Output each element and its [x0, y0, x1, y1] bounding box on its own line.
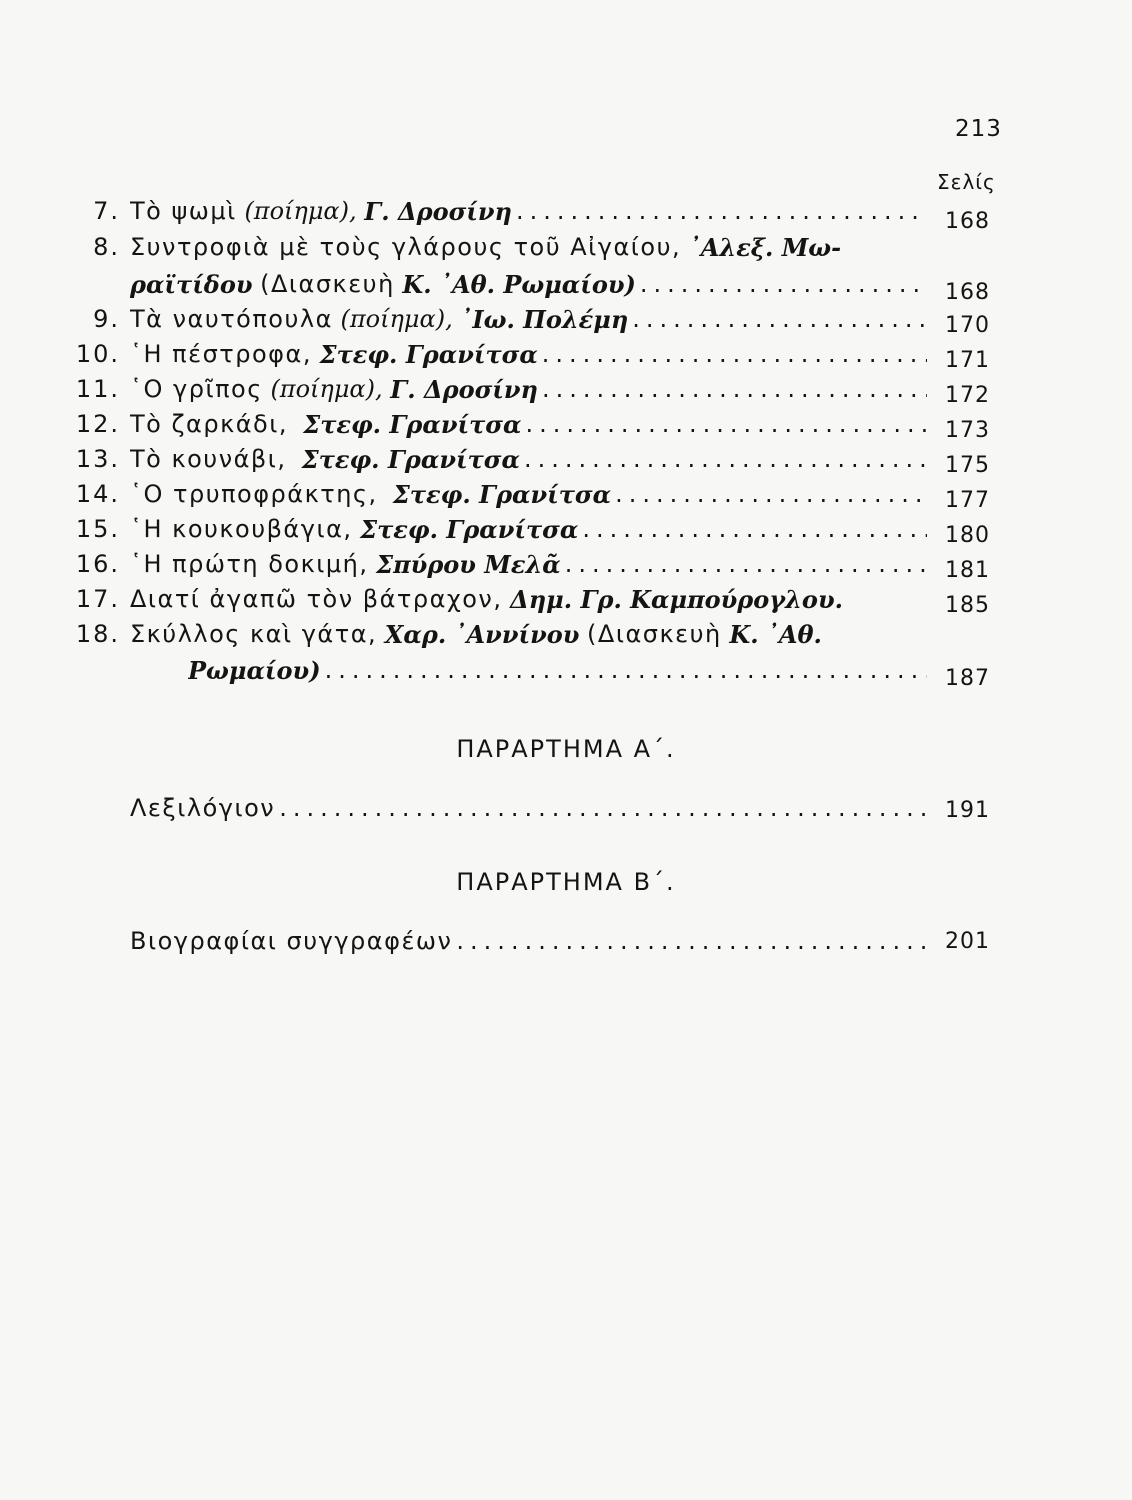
leader-dots — [279, 794, 927, 822]
toc-entry-18-continued — [0, 656, 1132, 690]
entry-title: Λεξιλόγιον — [130, 794, 276, 822]
toc-entry-12 — [0, 410, 1132, 444]
entry-subtitle: (ποίημα), — [340, 305, 453, 333]
entry-adapter: Κ. ᾿Αθ. Ρωμαίου) — [402, 270, 636, 299]
entry-subtitle: (ποίημα), — [244, 197, 357, 225]
entry-author: ᾿Αλεξ. Μω- — [688, 233, 842, 262]
entry-title: ῾Ο γρῖπος — [130, 375, 263, 403]
entry-page: 175 — [945, 453, 990, 478]
toc-entry-16 — [0, 550, 1132, 584]
entry-subtitle: (ποίημα), — [270, 375, 383, 403]
toc-entry-7 — [0, 197, 1132, 234]
entry-author-continued: Ρωμαίου) — [188, 656, 321, 685]
entry-title: Τὸ ψωμὶ — [130, 197, 237, 225]
entry-number: 10. — [75, 340, 120, 368]
leader-dots — [525, 410, 927, 439]
appendix-a-entry — [0, 794, 1132, 828]
entry-adapter: Κ. ᾿Αθ. — [729, 620, 822, 649]
leader-dots — [542, 340, 927, 369]
entry-author: Στεφ. Γρανίτσα — [303, 410, 522, 439]
entry-author: Γ. Δροσίνη — [364, 197, 512, 226]
entry-number: 16. — [75, 550, 120, 578]
appendix-b-heading: ΠΑΡΑΡΤΗΜΑ Β΄. — [456, 868, 676, 896]
leader-dots — [456, 927, 927, 955]
entry-author: Γ. Δροσίνη — [390, 375, 538, 404]
page-number: 213 — [955, 116, 1002, 142]
entry-author: ᾿Ιω. Πολέμη — [460, 305, 629, 334]
entry-number: 13. — [75, 445, 120, 473]
entry-page: 201 — [945, 929, 990, 954]
leader-dots — [632, 305, 927, 334]
toc-entry-10 — [0, 340, 1132, 374]
leader-dots — [615, 480, 927, 509]
entry-title: ῾Η κουκουβάγια, — [130, 515, 353, 543]
entry-note: (Διασκευὴ — [587, 620, 722, 648]
toc-entry-18 — [0, 620, 1132, 654]
toc-entry-15 — [0, 515, 1132, 549]
entry-author: Δημ. Γρ. Καμπούρογλου. — [510, 585, 843, 614]
entry-author: Στεφ. Γρανίτσα — [319, 340, 538, 369]
entry-number: 15. — [75, 515, 120, 543]
entry-title: ῾Ο τρυποφράκτης, — [130, 480, 378, 508]
entry-number: 12. — [75, 410, 120, 438]
leader-dots — [582, 515, 927, 544]
entry-page: 168 — [945, 209, 990, 234]
entry-page: 191 — [945, 798, 990, 823]
entry-author: Στεφ. Γρανίτσα — [392, 480, 612, 509]
entry-title: Συντροφιὰ μὲ τοὺς γλάρους τοῦ Αἰγαίου, — [130, 233, 682, 261]
entry-number: 11. — [75, 375, 120, 403]
appendix-a-heading: ΠΑΡΑΡΤΗΜΑ Α΄. — [456, 735, 676, 763]
entry-title: Τὸ ζαρκάδι, — [130, 410, 288, 438]
appendix-b-entry — [0, 927, 1132, 961]
leader-dots — [325, 656, 927, 685]
entry-note: (Διασκευὴ — [260, 270, 395, 298]
entry-author-continued: ραϊτίδου — [130, 270, 253, 299]
toc-entry-14 — [0, 480, 1132, 514]
leader-dots — [542, 375, 927, 404]
toc-entry-9 — [0, 305, 1132, 339]
entry-page: 173 — [945, 418, 990, 443]
toc-entry-11 — [0, 375, 1132, 409]
entry-author: Χαρ. ᾿Αννίνου — [384, 620, 580, 649]
entry-page: 187 — [945, 666, 990, 691]
entry-page: 172 — [945, 383, 990, 408]
toc-entry-13 — [0, 445, 1132, 479]
entry-title: Βιογραφίαι συγγραφέων — [130, 927, 453, 955]
leader-dots — [565, 550, 927, 579]
entry-number: 17. — [75, 585, 120, 613]
column-label: Σελίς — [937, 170, 996, 194]
entry-page: 168 — [945, 280, 990, 305]
entry-page: 170 — [945, 313, 990, 338]
leader-dots — [516, 197, 927, 226]
entry-number: 9. — [93, 305, 120, 333]
entry-title: ῾Η πρώτη δοκιμή, — [130, 550, 369, 578]
toc-entry-8 — [0, 233, 1132, 267]
entry-author: Σπύρου Μελᾶ — [376, 550, 561, 579]
leader-dots — [640, 270, 927, 299]
entry-page: 171 — [945, 348, 990, 373]
entry-page: 181 — [945, 558, 990, 583]
toc-entry-17 — [0, 585, 1132, 619]
entry-page: 180 — [945, 523, 990, 548]
entry-number: 18. — [75, 620, 120, 648]
leader-dots — [524, 445, 927, 474]
entry-title: Σκύλλος καὶ γάτα, — [130, 620, 378, 648]
entry-author: Στεφ. Γρανίτσα — [360, 515, 579, 544]
entry-title: Διατί ἀγαπῶ τὸν βάτραχον, — [130, 585, 503, 613]
entry-title: ῾Η πέστροφα, — [130, 340, 312, 368]
entry-author: Στεφ. Γρανίτσα — [301, 445, 520, 474]
entry-page: 185 — [945, 593, 990, 618]
entry-page: 177 — [945, 488, 990, 513]
entry-title: Τὸ κουνάβι, — [130, 445, 287, 473]
toc-entry-8-continued — [0, 270, 1132, 304]
entry-number: 7. — [93, 197, 120, 225]
entry-title: Τὰ ναυτόπουλα — [130, 305, 333, 333]
entry-number: 8. — [93, 233, 120, 261]
entry-number: 14. — [75, 480, 120, 508]
